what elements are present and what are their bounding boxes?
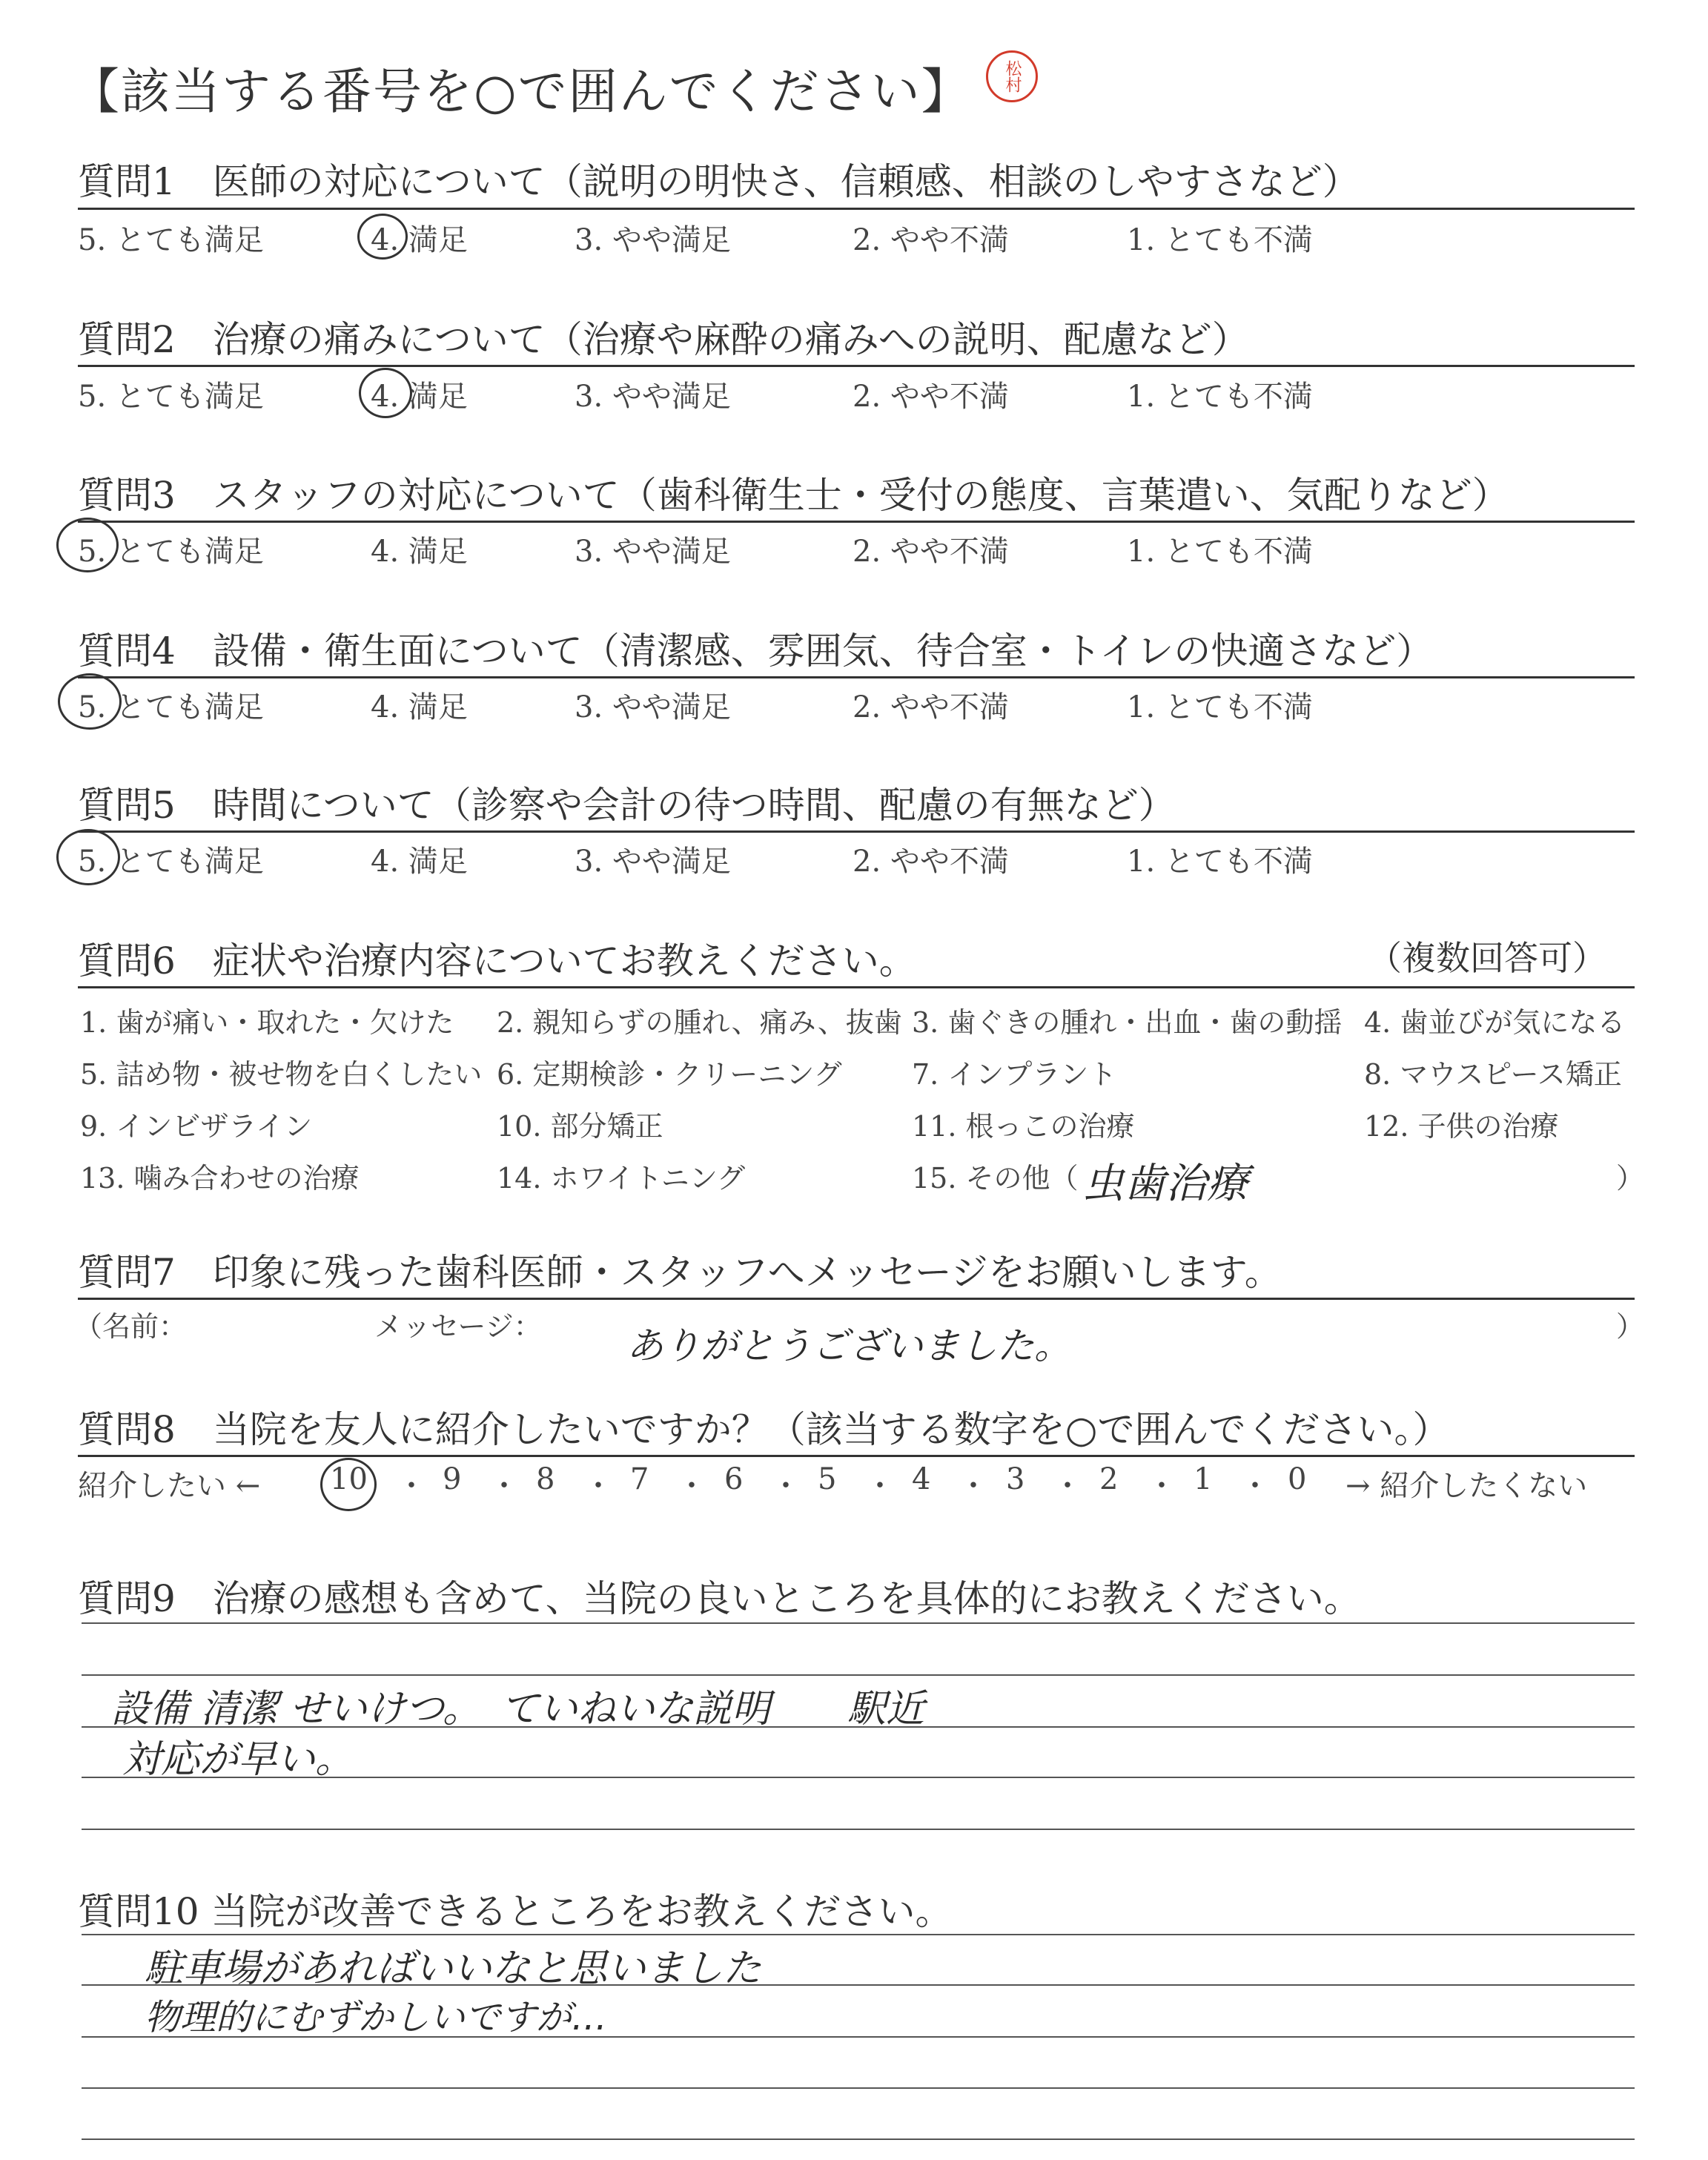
selection-circle (359, 368, 412, 418)
question-title: 質問4 設備・衛生面について（清潔感、雰囲気、待合室・トイレの快適さなど） (78, 630, 1434, 673)
selection-circle (357, 214, 408, 260)
message-label: メッセージ： (374, 1310, 542, 1343)
symptom-option[interactable]: 10. 部分矯正 (497, 1110, 663, 1143)
symptom-option[interactable]: 14. ホワイトニング (497, 1162, 746, 1195)
option-2[interactable]: 2. やや不満 (853, 535, 1009, 569)
question-title: 質問2 治療の痛みについて（治療や麻酔の痛みへの説明、配慮など） (78, 318, 1249, 361)
symptom-option[interactable]: 4. 歯並びが気になる (1364, 1006, 1626, 1039)
option-2[interactable]: 2. やや不満 (853, 380, 1009, 414)
option-4[interactable]: 4. 満足 (371, 690, 468, 724)
option-5[interactable]: 5. とても満足 (78, 223, 264, 257)
scale-5[interactable]: 5 (818, 1462, 837, 1496)
question-title: 質問1 医師の対応について（説明の明快さ、信頼感、相談のしやすさなど） (78, 160, 1360, 203)
option-1[interactable]: 1. とても不満 (1127, 845, 1313, 879)
symptom-option[interactable]: 13. 噛み合わせの治療 (80, 1162, 360, 1195)
scale-10[interactable]: 10 (330, 1462, 368, 1496)
scale-6[interactable]: 6 (724, 1462, 744, 1496)
option-2[interactable]: 2. やや不満 (853, 223, 1009, 257)
selection-circle (320, 1458, 377, 1511)
question-title: 質問5 時間について（診察や会計の待つ時間、配慮の有無など） (78, 784, 1176, 827)
question-title: 質問3 スタッフの対応について（歯科衛生士・受付の態度、言葉遣い、気配りなど） (78, 474, 1509, 517)
multi-answer-note: （複数回答可） (1368, 938, 1606, 978)
answer-line-handwritten[interactable]: 対応が早い。 (122, 1737, 354, 1782)
option-4[interactable]: 4. 満足 (371, 845, 468, 879)
seal-stamp: 松村 (986, 50, 1038, 102)
answer-line-handwritten[interactable]: 設備 清潔 せいけつ。 ていねいな説明 駅近 (111, 1687, 924, 1731)
symptom-option[interactable]: 8. マウスピース矯正 (1364, 1058, 1622, 1091)
symptom-option[interactable]: 1. 歯が痛い・取れた・欠けた (80, 1006, 454, 1039)
option-5[interactable]: 5. とても満足 (78, 535, 264, 569)
option-4[interactable]: 4. 満足 (371, 380, 468, 414)
selection-circle (56, 518, 119, 572)
scale-0[interactable]: 0 (1288, 1462, 1307, 1496)
recommend-right-label: → 紹介したくない (1345, 1469, 1588, 1503)
scale-9[interactable]: 9 (443, 1462, 462, 1496)
option-3[interactable]: 3. やや満足 (575, 845, 731, 879)
symptom-option[interactable]: 9. インビザライン (80, 1110, 313, 1143)
option-3[interactable]: 3. やや満足 (575, 690, 731, 724)
option-3[interactable]: 3. やや満足 (575, 535, 731, 569)
page-title: 【該当する番号を○で囲んでください】 (70, 63, 972, 120)
symptom-option[interactable]: 12. 子供の治療 (1364, 1110, 1559, 1143)
option-1[interactable]: 1. とても不満 (1127, 535, 1313, 569)
symptom-option[interactable]: 11. 根っこの治療 (912, 1110, 1135, 1143)
symptom-option[interactable]: 5. 詰め物・被せ物を白くしたい (80, 1058, 483, 1091)
scale-3[interactable]: 3 (1006, 1462, 1025, 1496)
selection-circle (58, 673, 122, 730)
option-5[interactable]: 5. とても満足 (78, 845, 264, 879)
recommend-left-label: 紹介したい ← (78, 1469, 261, 1503)
option-3[interactable]: 3. やや満足 (575, 223, 731, 257)
option-2[interactable]: 2. やや不満 (853, 845, 1009, 879)
scale-4[interactable]: 4 (912, 1462, 931, 1496)
option-1[interactable]: 1. とても不満 (1127, 690, 1313, 724)
option-4[interactable]: 4. 満足 (371, 223, 468, 257)
other-close-paren: ） (1616, 1162, 1645, 1195)
answer-line-handwritten[interactable]: 物理的にむずかしいですが… (145, 1997, 608, 2038)
scale-2[interactable]: 2 (1099, 1462, 1119, 1496)
question-title: 質問9 治療の感想も含めて、当院の良いところを具体的にお教えください。 (78, 1577, 1361, 1620)
selection-circle (56, 829, 120, 885)
option-5[interactable]: 5. とても満足 (78, 690, 264, 724)
symptom-option[interactable]: 3. 歯ぐきの腫れ・出血・歯の動揺 (912, 1006, 1343, 1039)
question-title: 質問7 印象に残った歯科医師・スタッフへメッセージをお願いします。 (78, 1251, 1282, 1294)
scale-8[interactable]: 8 (536, 1462, 555, 1496)
symptom-option-other[interactable]: 15. その他（ (912, 1162, 1079, 1195)
option-3[interactable]: 3. やや満足 (575, 380, 731, 414)
option-1[interactable]: 1. とても不満 (1127, 380, 1313, 414)
other-answer-handwritten: 虫歯治療 (1082, 1160, 1248, 1208)
scale-1[interactable]: 1 (1194, 1462, 1213, 1496)
option-1[interactable]: 1. とても不満 (1127, 223, 1313, 257)
option-4[interactable]: 4. 満足 (371, 535, 468, 569)
symptom-option[interactable]: 7. インプラント (912, 1058, 1117, 1091)
message-handwritten[interactable]: ありがとうございました。 (626, 1324, 1071, 1367)
question-title: 質問8 当院を友人に紹介したいですか？（該当する数字を○で囲んでください。） (78, 1408, 1450, 1451)
name-label: （名前： (74, 1310, 188, 1343)
scale-7[interactable]: 7 (630, 1462, 649, 1496)
question-title: 質問10 当院が改善できるところをお教えください。 (78, 1890, 953, 1933)
question-title: 質問6 症状や治療内容についてお教えください。 (78, 939, 916, 982)
option-2[interactable]: 2. やや不満 (853, 690, 1009, 724)
answer-line-handwritten[interactable]: 駐車場があればいいなと思いました (145, 1946, 762, 1991)
symptom-option[interactable]: 6. 定期検診・クリーニング (497, 1058, 842, 1091)
symptom-option[interactable]: 2. 親知らずの腫れ、痛み、抜歯 (497, 1006, 902, 1039)
option-5[interactable]: 5. とても満足 (78, 380, 264, 414)
message-close-paren: ） (1616, 1310, 1645, 1343)
